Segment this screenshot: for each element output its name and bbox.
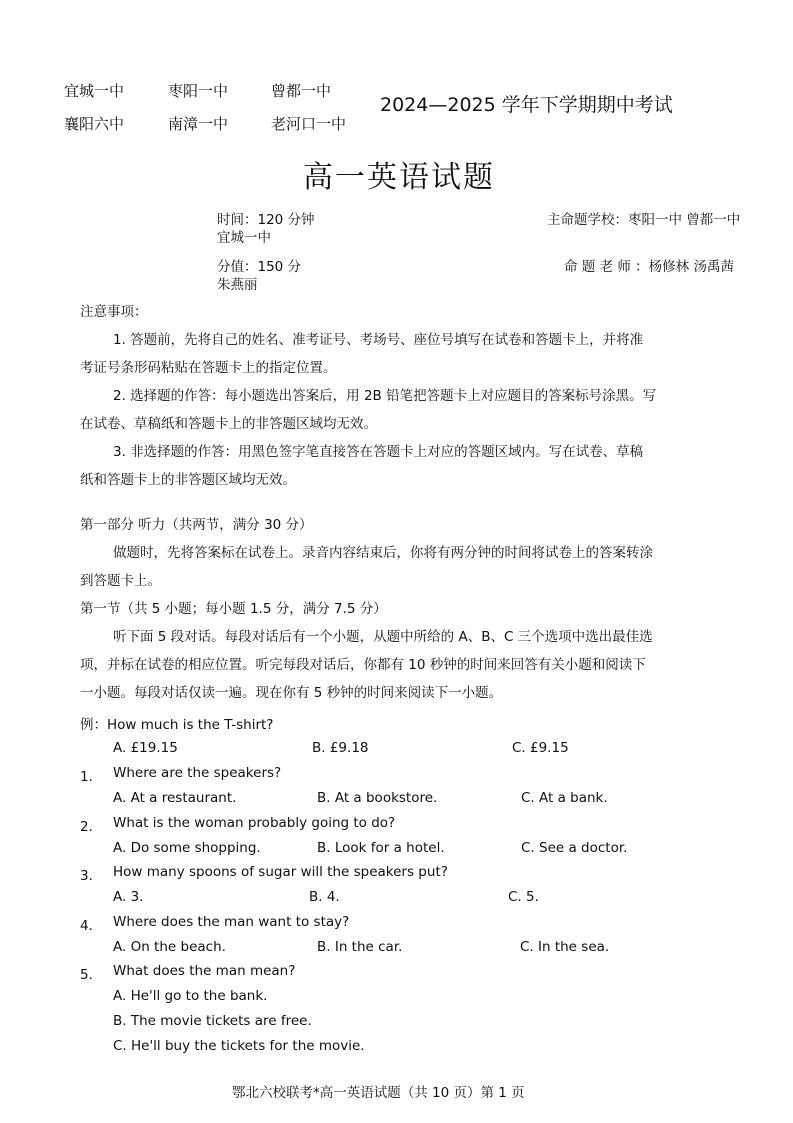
option-b: B. 4. bbox=[309, 889, 340, 905]
section-heading: 第一节（共 5 小题；每小题 1.5 分，满分 7.5 分） bbox=[80, 601, 387, 617]
option-a: A. 3. bbox=[113, 889, 144, 905]
instruction-line: 到答题卡上。 bbox=[80, 573, 161, 589]
option-a: A. At a restaurant. bbox=[113, 790, 237, 806]
lead-schools-continued: 宜城一中 bbox=[217, 230, 271, 246]
question-setters: 命 题 老 师 ：杨修林 汤禹茜 bbox=[564, 259, 734, 275]
option-a: A. Do some shopping. bbox=[113, 840, 261, 856]
option-b: B. The movie tickets are free. bbox=[113, 1013, 312, 1029]
school-name: 老河口一中 bbox=[271, 115, 347, 133]
note-line: 在试卷、草稿纸和答题卡上的非答题区域均无效。 bbox=[80, 416, 377, 432]
school-name: 枣阳一中 bbox=[168, 82, 229, 100]
lead-schools: 主命题学校：枣阳一中 曾都一中 bbox=[547, 212, 741, 228]
exam-time: 时间：120 分钟 bbox=[217, 212, 315, 228]
note-line: 3. 非选择题的作答：用黑色签字笔直接答在答题卡上对应的答题区域内。写在试卷、草稿 bbox=[113, 444, 644, 460]
option-a: A. He'll go to the bank. bbox=[113, 988, 268, 1004]
question-number: 5． bbox=[80, 967, 103, 983]
instruction-line: 一小题。每段对话仅读一遍。现在你有 5 秒钟的时间来阅读下一小题。 bbox=[80, 685, 503, 701]
question-number: 3． bbox=[80, 868, 103, 884]
school-name: 曾都一中 bbox=[271, 82, 332, 100]
question-number: 4． bbox=[80, 918, 103, 934]
question-stem: What is the woman probably going to do? bbox=[113, 815, 396, 831]
subject-title: 高一英语试题 bbox=[303, 160, 495, 195]
note-line: 1. 答题前，先将自己的姓名、准考证号、考场号、座位号填写在试卷和答题卡上，并将准 bbox=[113, 332, 644, 348]
question-stem: How many spoons of sugar will the speakers put? bbox=[113, 864, 448, 880]
page-footer: 鄂北六校联考*高一英语试题（共 10 页）第 1 页 bbox=[232, 1085, 525, 1101]
instruction-line: 项，并标在试卷的相应位置。听完每段对话后，你都有 10 秒钟的时间来回答有关小题和阅读下 bbox=[80, 657, 646, 673]
instruction-line: 听下面 5 段对话。每段对话后有一个小题，从题中所给的 A、B、C 三个选项中选出最佳选 bbox=[113, 629, 653, 645]
question-setters-continued: 朱燕丽 bbox=[217, 277, 258, 293]
school-name: 南漳一中 bbox=[168, 115, 229, 133]
notes-heading: 注意事项： bbox=[80, 304, 148, 320]
option-b: B. In the car. bbox=[317, 939, 403, 955]
option-c: C. At a bank. bbox=[521, 790, 608, 806]
question-number: 2． bbox=[80, 819, 103, 835]
part-heading: 第一部分 听力（共两节，满分 30 分） bbox=[80, 517, 313, 533]
instruction-line: 做题时，先将答案标在试卷上。录音内容结束后，你将有两分钟的时间将试卷上的答案转涂 bbox=[113, 545, 653, 561]
option-a: A. £19.15 bbox=[113, 740, 178, 756]
option-b: B. £9.18 bbox=[312, 740, 369, 756]
example-stem: 例：How much is the T-shirt? bbox=[80, 717, 274, 733]
option-c: C. See a doctor. bbox=[521, 840, 628, 856]
question-stem: Where are the speakers? bbox=[113, 765, 282, 781]
question-stem: What does the man mean? bbox=[113, 963, 296, 979]
option-b: B. Look for a hotel. bbox=[317, 840, 445, 856]
question-number: 1． bbox=[80, 769, 103, 785]
exam-title: 2024—2025 学年下学期期中考试 bbox=[380, 94, 673, 116]
option-c: C. £9.15 bbox=[512, 740, 569, 756]
exam-score: 分值：150 分 bbox=[217, 259, 302, 275]
question-stem: Where does the man want to stay? bbox=[113, 914, 350, 930]
note-line: 考证号条形码粘贴在答题卡上的指定位置。 bbox=[80, 360, 337, 376]
option-c: C. 5. bbox=[508, 889, 539, 905]
option-c: C. He'll buy the tickets for the movie. bbox=[113, 1038, 365, 1054]
note-line: 纸和答题卡上的非答题区域均无效。 bbox=[80, 472, 296, 488]
option-c: C. In the sea. bbox=[520, 939, 610, 955]
note-line: 2. 选择题的作答：每小题选出答案后，用 2B 铅笔把答题卡上对应题目的答案标号涂黑。写 bbox=[113, 388, 657, 404]
school-name: 襄阳六中 bbox=[64, 115, 125, 133]
option-a: A. On the beach. bbox=[113, 939, 226, 955]
school-name: 宜城一中 bbox=[64, 82, 125, 100]
option-b: B. At a bookstore. bbox=[317, 790, 438, 806]
